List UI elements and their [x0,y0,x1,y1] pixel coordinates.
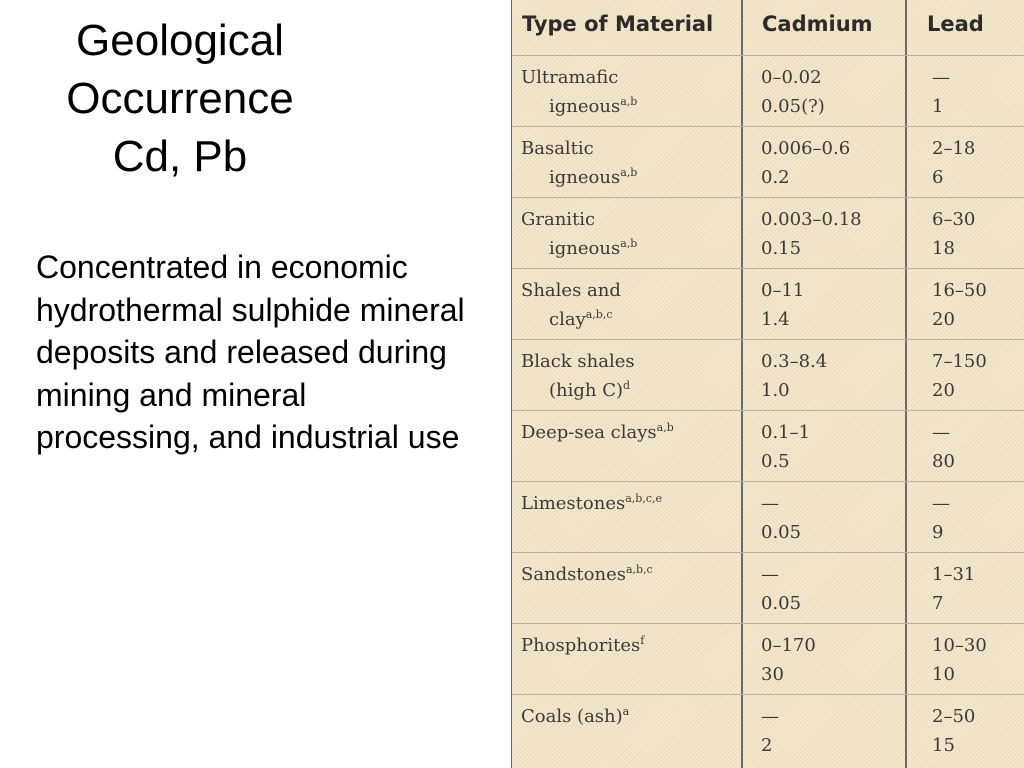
footnote-marker: a,b,c [625,563,653,576]
cell-cadmium [761,277,804,334]
cadmium-typical: 2 [761,734,773,756]
cadmium-range: — [761,564,779,585]
material-name-cont [521,377,635,406]
cell-cadmium [761,632,816,689]
lead-typical: 10 [932,663,955,685]
material-name-line2: igneous [549,166,621,188]
footnote-marker: a,b [620,236,638,250]
material-name: Black shales [521,351,635,372]
cell-cadmium [761,419,810,476]
footnote-marker: a,b [620,165,638,179]
material-name: Coals (ash) [521,706,623,727]
lead-typical: 80 [932,450,955,472]
cadmium-typical: 0.05 [761,592,802,614]
cadmium-typical: 0.5 [761,450,790,472]
header-cadmium: Cadmium [762,12,873,36]
cell-lead [932,703,975,760]
cell-lead [932,206,975,263]
lead-range: 1–31 [932,564,976,585]
cell-material [521,561,653,590]
material-name: Shales and [521,280,621,301]
table-row [512,340,1024,411]
cadmium-range: — [761,706,779,727]
material-name-cont [521,306,621,335]
table-row [512,695,1024,766]
footnote-marker: a [622,705,630,718]
cell-lead [932,348,987,405]
cell-lead [932,419,955,476]
material-name-line2: clay [549,308,586,330]
header-material: Type of Material [522,12,714,36]
cell-material [521,348,635,405]
cadmium-typical: 0.05(?) [761,95,825,117]
cadmium-typical: 0.05 [761,521,802,543]
lead-typical: 18 [932,237,955,259]
material-name-line [521,490,662,519]
lead-typical: 15 [932,734,955,756]
cell-material [521,64,637,121]
slide-title-line: Occurrence [66,74,294,123]
cell-material [521,419,674,448]
cell-lead [932,561,975,618]
lead-range: 2–18 [932,138,976,159]
lead-range: 10–30 [932,635,987,656]
lead-range: 2–50 [932,706,976,727]
lead-range: — [932,493,950,514]
footnote-marker: a,b [620,94,638,108]
cell-cadmium [761,348,827,405]
header-lead: Lead [927,12,984,36]
cadmium-range: 0–170 [761,635,816,656]
lead-range: 6–30 [932,209,976,230]
cadmium-typical: 1.0 [761,379,790,401]
footnote-marker: a,b,c,e [625,492,662,505]
cadmium-range: 0–11 [761,280,805,301]
table-row [512,624,1024,695]
material-name-cont [521,235,637,264]
cell-lead [932,64,950,121]
table-row [512,553,1024,624]
material-name: Deep-sea clays [521,422,657,443]
table-row [512,482,1024,553]
cadmium-lead-table [511,0,1024,768]
material-name: Phosphorites [521,635,641,656]
lead-typical: 20 [932,308,955,330]
cell-material [521,135,637,192]
lead-range: — [932,67,950,88]
material-name-line2: igneous [549,95,621,117]
cell-material [521,206,637,263]
cell-cadmium [761,490,801,547]
cadmium-typical: 0.2 [761,166,790,188]
cell-material [521,703,629,732]
lead-range: 16–50 [932,280,987,301]
cadmium-typical: 0.15 [761,237,802,259]
cell-lead [932,135,975,192]
cadmium-typical: 1.4 [761,308,790,330]
material-name-line2: (high C) [549,379,624,401]
cell-material [521,490,662,519]
table-row [512,198,1024,269]
table-row [512,127,1024,198]
table-row [512,269,1024,340]
table-header-row [512,0,1024,56]
material-name: Ultramafic [521,67,619,88]
cadmium-range: 0.1–1 [761,422,811,443]
material-name-line [521,632,644,661]
cadmium-range: 0.006–0.6 [761,138,851,159]
cell-material [521,632,644,661]
slide-title-line: Cd, Pb [112,132,248,181]
footnote-marker: a,b,c [585,307,613,321]
table-row [512,56,1024,127]
cadmium-range: 0.3–8.4 [761,351,828,372]
material-name-line [521,561,653,590]
lead-typical: 20 [932,379,955,401]
cell-cadmium [761,64,825,121]
table-row [512,411,1024,482]
cell-lead [932,632,987,689]
cell-cadmium [761,206,862,263]
cell-material [521,277,621,334]
lead-range: 7–150 [932,351,987,372]
footnote-marker: a,b [656,421,674,434]
slide-title-line: Geological [76,16,284,65]
cell-lead [932,277,987,334]
lead-range: — [932,422,950,443]
material-name-line2: igneous [549,237,621,259]
material-name: Granitic [521,209,596,230]
footnote-marker: d [623,378,631,392]
cadmium-range: — [761,493,779,514]
material-name-cont [521,164,637,193]
material-name-line [521,703,629,732]
material-name: Basaltic [521,138,594,159]
material-name-line [521,419,674,448]
material-name: Sandstones [521,564,626,585]
material-name-cont [521,93,637,122]
lead-typical: 7 [932,592,944,614]
cell-lead [932,490,950,547]
cadmium-range: 0–0.02 [761,67,822,88]
slide-body-text: Concentrated in economic hydrothermal sulphide mineral deposits and released during mining and mineral processing, and industrial use [36,249,465,456]
cell-cadmium [761,703,779,760]
cadmium-range: 0.003–0.18 [761,209,862,230]
footnote-marker: f [640,634,645,647]
cell-cadmium [761,135,850,192]
slide-title [0,12,360,186]
lead-typical: 9 [932,521,944,543]
material-name: Limestones [521,493,626,514]
cell-cadmium [761,561,801,618]
cadmium-typical: 30 [761,663,784,685]
lead-typical: 6 [932,166,944,188]
lead-typical: 1 [932,95,944,117]
